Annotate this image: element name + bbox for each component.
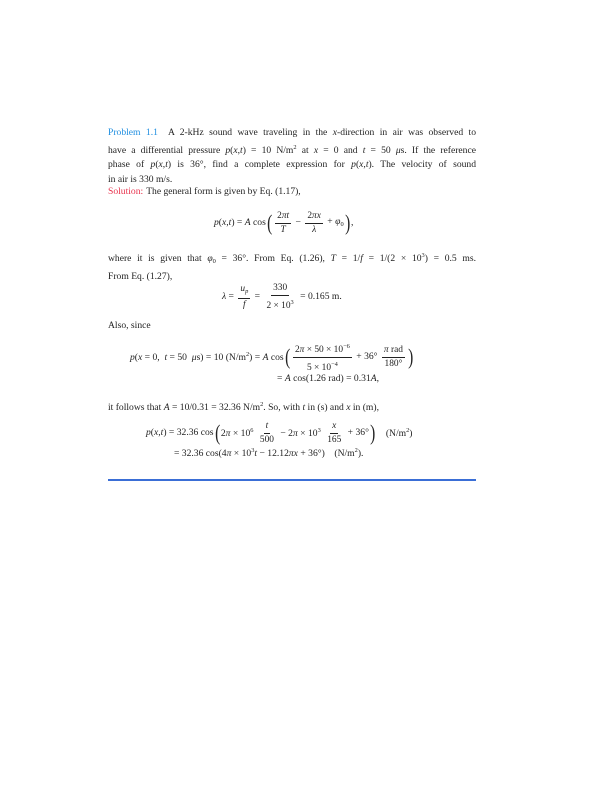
problem-line-1: Problem 1.1 A 2-kHz sound wave traveling in the x-direction in air was observed to [108, 127, 477, 138]
problem-line-2: have a differential pressure p(x,t) = 10 $N/m^2$ at x = 0 and t = 50 μs. If the reference [108, 143, 476, 156]
problem-line-3: phase of p(x,t) is 36°, find a complete expression for p(x,t). The velocity of sound [108, 159, 477, 171]
equation-amplitude-line-2: = A cos(1.26 rad) = 0.31A, [277, 373, 379, 385]
equation-wavelength: λ = $\frac{u_p}{f}$ = $\frac{330}{2 \times 10^3}$ = 0.165 m. [222, 282, 342, 311]
amplitude-result-text: it follows that A = 10/0.31 = 32.36 $N/m^2$. So, with t in (s) and x in (m), [108, 401, 379, 413]
section-divider [108, 479, 476, 481]
period-text: where it is given that $\varphi_0 = 36^\circ$. From Eq. (1.26), $T = 1/f = 1/(2 \times 10^3) = 0.5$ ms. From Eq. (1.27), [108, 252, 477, 282]
problem-label: Problem 1.1 [108, 127, 158, 138]
equation-general-form: p(x,t) = A cos ( $\frac{2\pi t}{T}$ − $\frac{2\pi x}{\lambda}$ + $\varphi_0$ ) , [214, 210, 354, 235]
problem-line-4: in air is 330 m/s. [108, 173, 173, 185]
solution-intro [108, 185, 476, 200]
equation-final-line-1: p(x,t) = 32.36 cos ( $2\pi \times 10^6$ $\frac{t}{500}$ − $2\pi \times 10^3$ $\frac{x}{165}$ + 36° ) $(N/m^2)$ [146, 420, 413, 445]
equation-amplitude-line-1: p(x = 0, t = 50 μs) = 10 $(N/m^2) = A$ cos ( $\frac{2\pi \times 50 \times 10^{-6}}{5 \times 10^{-4}}$ + 36° $\frac{\text{π rad}}{180^\circ}$ ) [130, 342, 414, 373]
also-since-text: Also, since [108, 320, 151, 331]
equation-final-line-2: = 32.36 $\cos(4\pi \times 10^3t - 12.12\pi x + 36^\circ)$ $(N/m^2)$. [174, 446, 364, 459]
problem-statement [108, 126, 476, 187]
solution-intro-text: The general form is given by Eq. (1.17), [146, 186, 301, 197]
solution-label: Solution: [108, 186, 144, 197]
